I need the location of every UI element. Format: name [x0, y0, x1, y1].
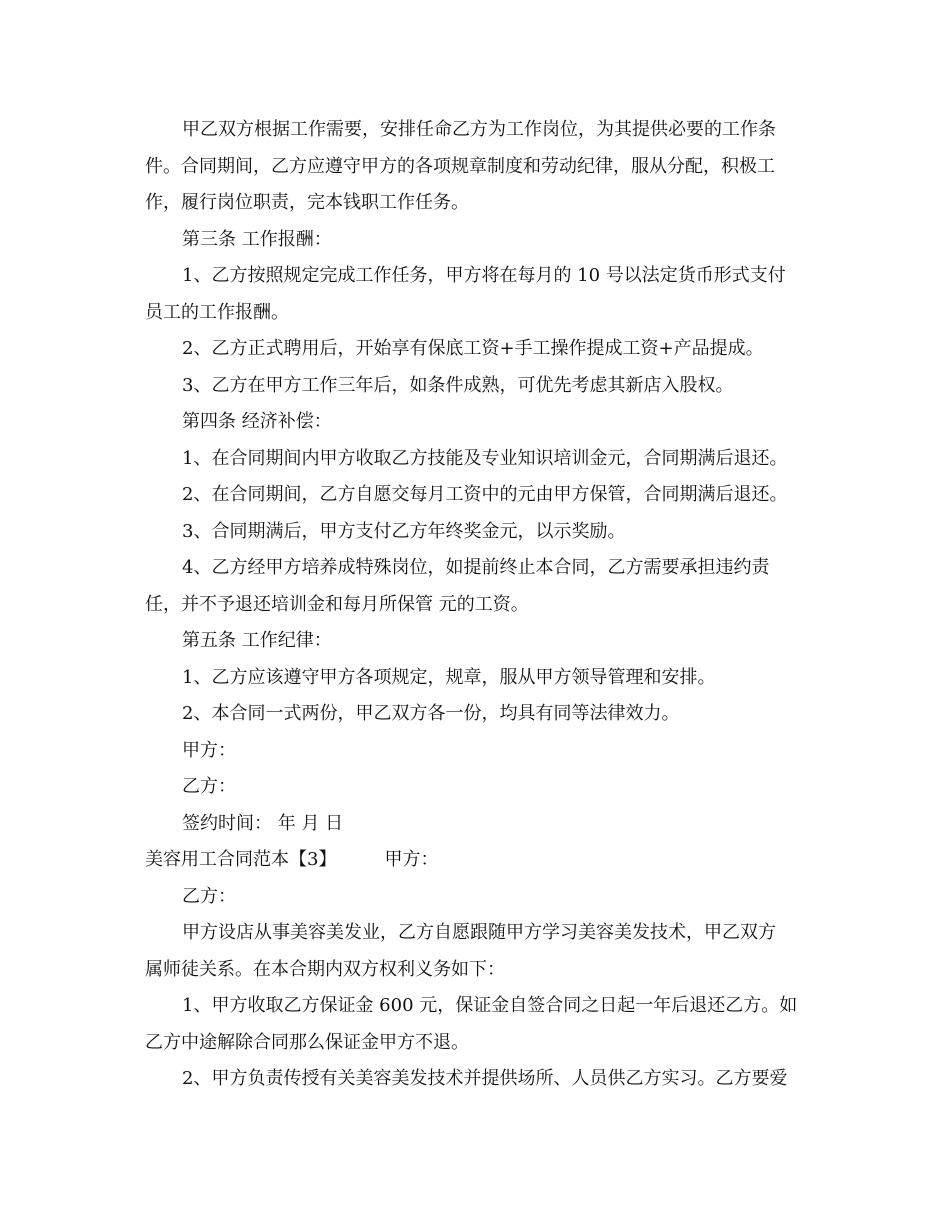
paragraph-line: 甲方设店从事美容美发业，乙方自愿跟随甲方学习美容美发技术，甲乙双方: [182, 922, 776, 943]
signing-date: 签约时间： 年 月 日: [182, 812, 344, 834]
section-heading-article-4: 第四条 经济补偿：: [182, 411, 332, 432]
paragraph-line: 甲乙双方根据工作需要，安排任命乙方为工作岗位，为其提供必要的工作条: [182, 119, 776, 140]
paragraph-line: 1、乙方应该遵守甲方各项规定，规章，服从甲方领导管理和安排。: [182, 666, 716, 688]
section-heading-article-3: 第三条 工作报酬：: [182, 228, 332, 250]
paragraph-line: 员工的工作报酬。: [145, 301, 289, 323]
paragraph-line: 属师徒关系。在本合期内双方权利义务如下：: [145, 958, 505, 980]
signature-party-a: 甲方：: [182, 739, 236, 761]
paragraph-line: 乙方中途解除合同那么保证金甲方不退。: [145, 1031, 469, 1053]
paragraph-line: 2、本合同一式两份，甲乙双方各一份，均具有同等法律效力。: [182, 703, 680, 724]
paragraph-line: 1、甲方收取乙方保证金 600 元，保证金自签合同之日起一年后退还乙方。如: [182, 995, 798, 1016]
paragraph-line: 2、在合同期间，乙方自愿交每月工资中的元由甲方保管，合同期满后退还。: [182, 484, 788, 505]
paragraph-line: 任，并不予退还培训金和每月所保管 元的工资。: [145, 593, 529, 615]
contract-template-heading: [145, 842, 810, 879]
paragraph-line: 作，履行岗位职责，完本钱职工作任务。: [145, 192, 469, 213]
paragraph-line: 4、乙方经甲方培养成特殊岗位，如提前终止本合同，乙方需要承担违约责: [182, 557, 770, 578]
contract-template-title: 美容用工合同范本【3】: [145, 849, 337, 870]
paragraph-line: 件。合同期间，乙方应遵守甲方的各项规章制度和劳动纪律，服从分配，积极工: [145, 155, 775, 177]
paragraph-line: 1、在合同期间内甲方收取乙方技能及专业知识培训金元，合同期满后退还。: [182, 447, 788, 469]
signature-party-b: 乙方：: [182, 776, 236, 797]
section-heading-article-5: 第五条 工作纪律：: [182, 630, 332, 651]
paragraph-line: 3、合同期满后，甲方支付乙方年终奖金元，以示奖励。: [182, 520, 626, 542]
paragraph-line: 2、乙方正式聘用后，开始享有保底工资+手工操作提成工资+产品提成。: [182, 338, 764, 359]
document-body: [145, 112, 810, 1098]
party-a-label: 甲方：: [384, 849, 439, 870]
paragraph-line: 2、甲方负责传授有关美容美发技术并提供场所、人员供乙方实习。乙方要爱: [182, 1068, 788, 1089]
paragraph-line: 1、乙方按照规定完成工作任务，甲方将在每月的 10 号以法定货币形式支付: [182, 265, 786, 286]
party-b-label: 乙方：: [182, 885, 236, 907]
paragraph-line: 3、乙方在甲方工作三年后，如条件成熟，可优先考虑其新店入股权。: [182, 374, 734, 396]
